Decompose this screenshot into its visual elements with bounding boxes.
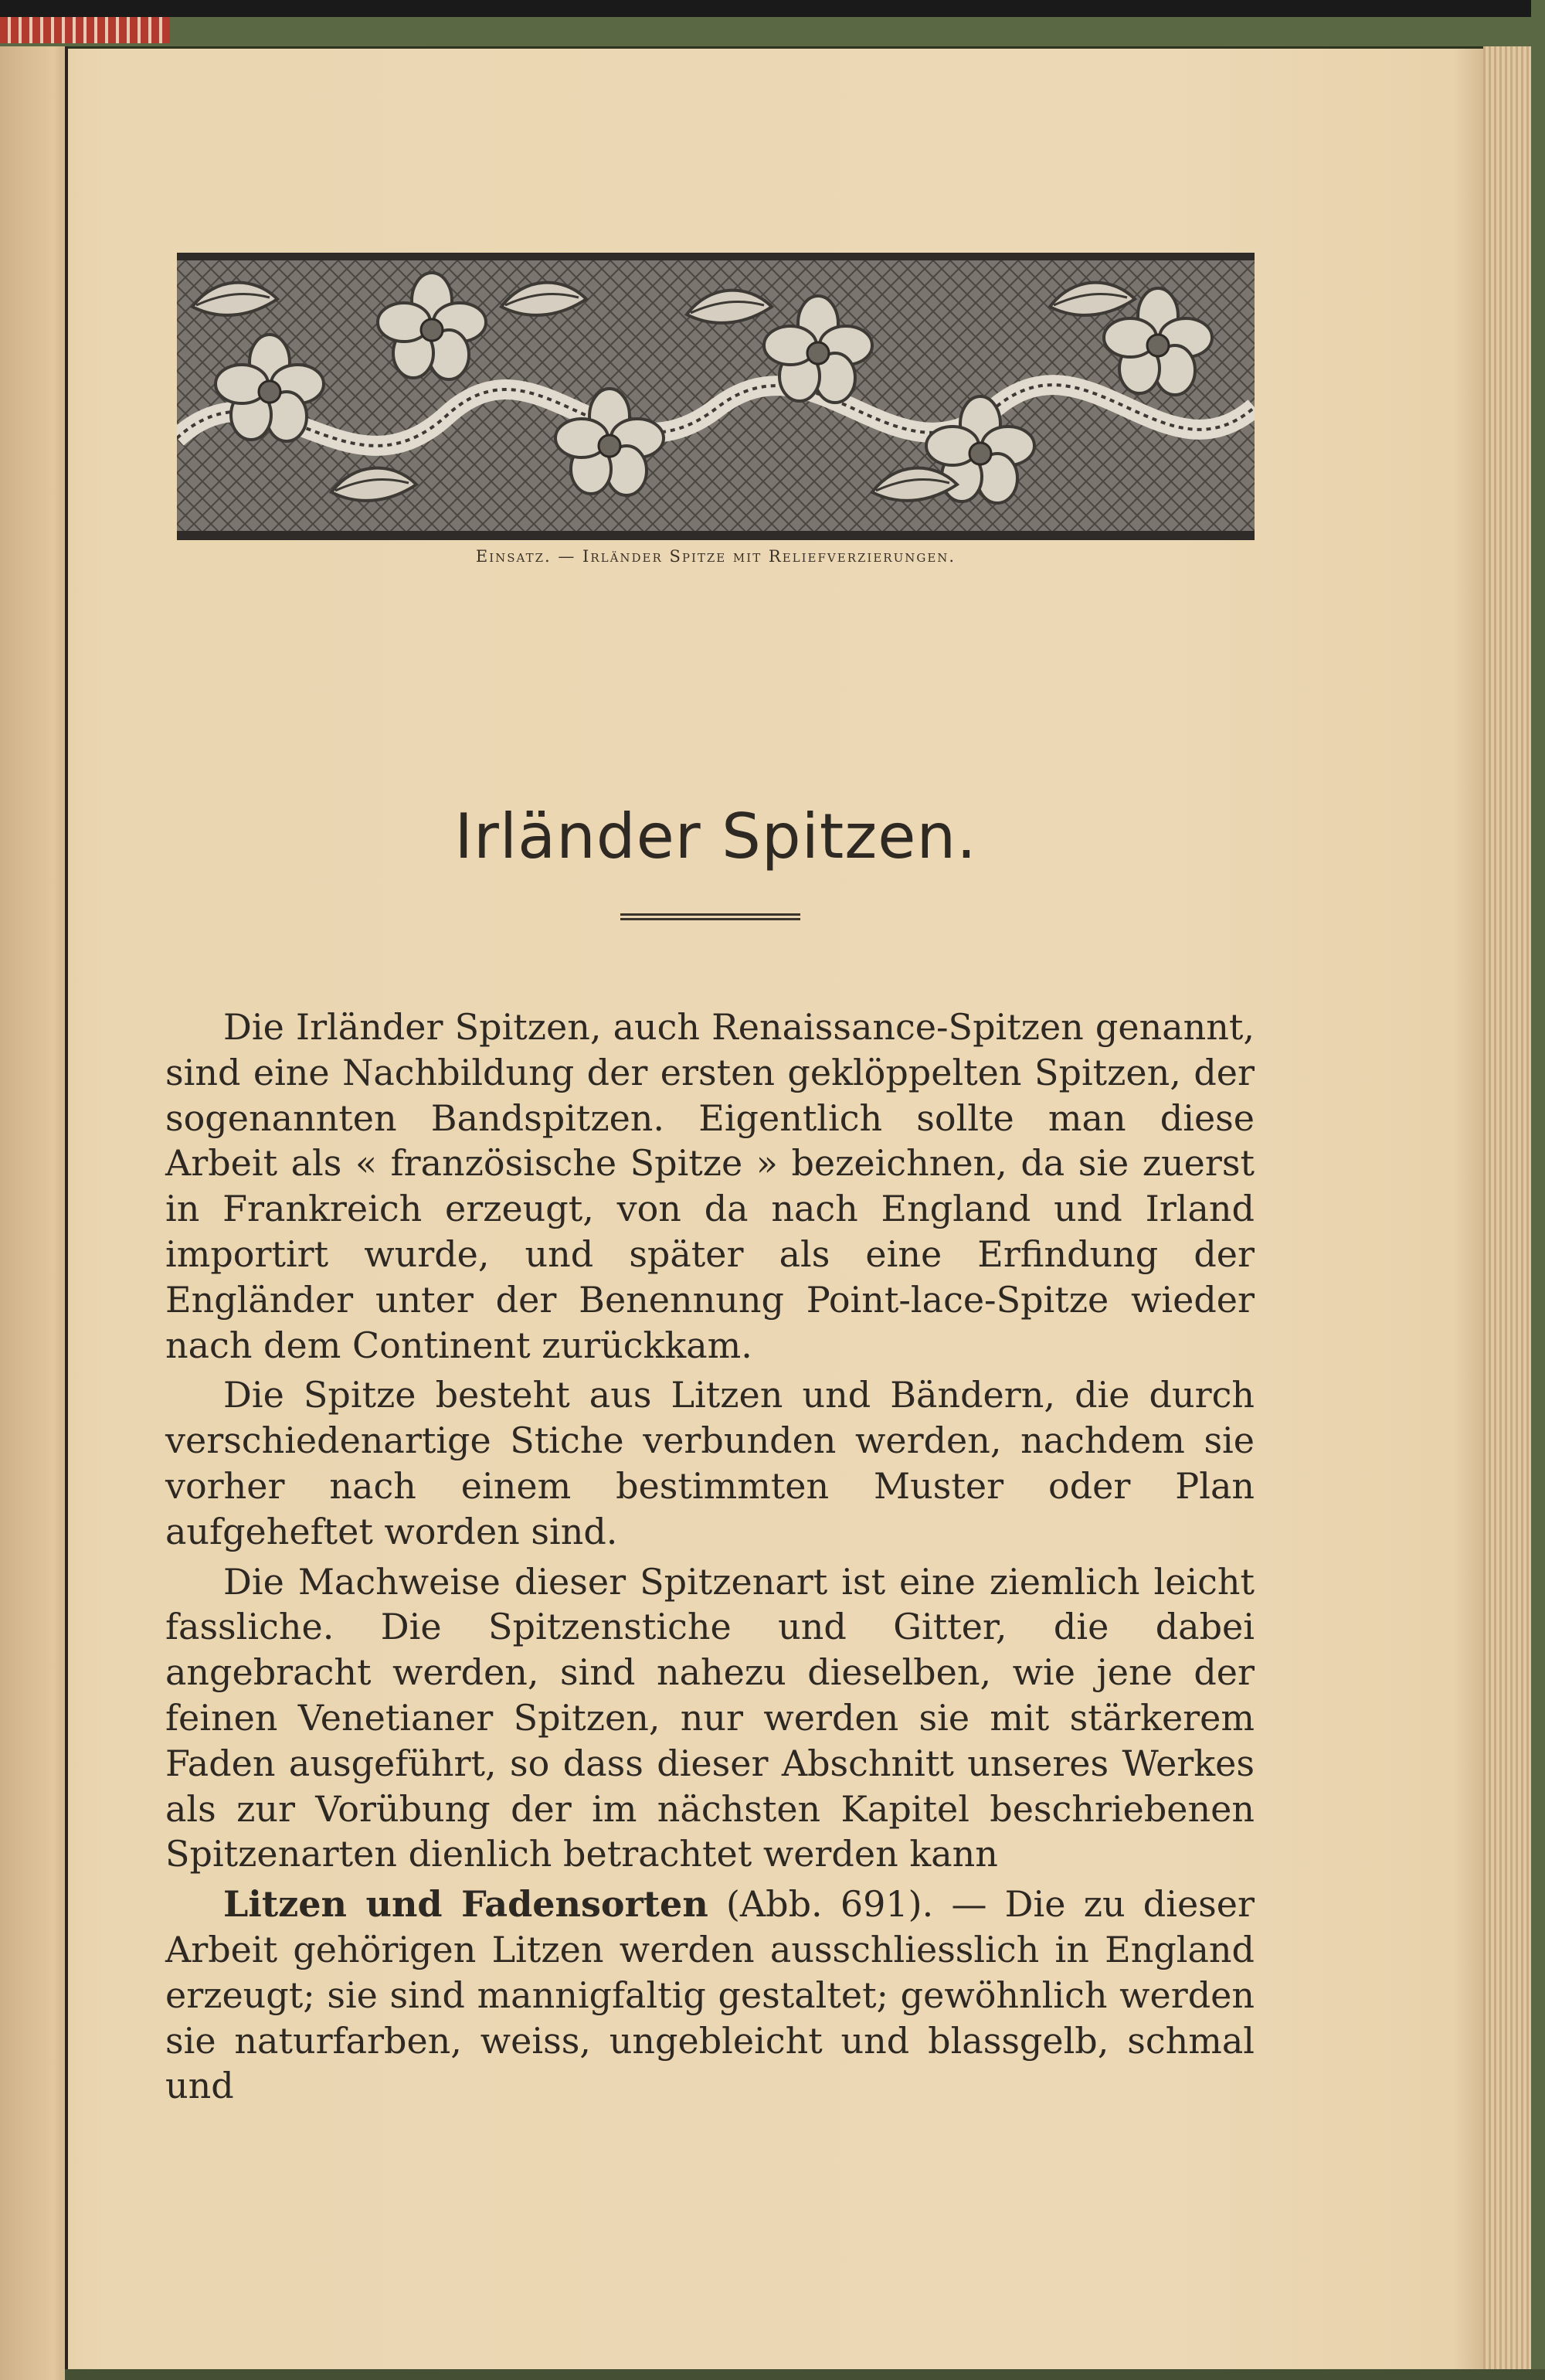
book-cover-right-edge xyxy=(1531,0,1545,2380)
figure-caption: Einsatz. — Irländer Spitze mit Reliefverzierungen. xyxy=(475,547,956,566)
paragraph-1: Die Irländer Spitzen, auch Renaissance-Spitzen genannt, sind eine Nachbildung der ersten geklöppelten Spitzen, der sogenannten Bandspitzen. Eigentlich sollte man diese Arbeit als « französische Spitze » bezeichnen, da sie zuerst in Frankreich erzeugt, von da nach England und Irland importirt wurde, und später als eine Erfindung der Engländer unter der Benennung Point-lace-Spitze wieder nach dem Continent zurückkam. xyxy=(165,1006,1255,1366)
chapter-body xyxy=(165,1005,1255,2109)
paragraph-4-text: (Abb. 691). — Die zu dieser Arbeit gehörigen Litzen werden ausschliesslich in England erzeugt; sie sind mannigfaltig gestaltet; gewöhnlich werden sie naturfarben, weiss, ungebleicht und blassgelb, schmal und xyxy=(165,1883,1255,2107)
title-double-rule xyxy=(620,913,800,920)
paragraph-3: Die Machweise dieser Spitzenart ist eine ziemlich leicht fassliche. Die Spitzenstiche und Gitter, die dabei angebracht werden, sind nahezu dieselben, wie jene der feinen Venetianer Spitzen, nur werden sie mit stärkerem Faden ausgeführt, so dass dieser Abschnitt unseres Werkes als zur Vorübung der im nächsten Kapitel beschriebenen Spitzenarten dienlich betrachtet werden kann xyxy=(165,1560,1255,1875)
paragraph-4 xyxy=(165,1882,1255,2109)
book-cover-bottom-edge xyxy=(65,2369,1545,2380)
lace-insertion-illustration xyxy=(177,253,1255,540)
lace-pattern-icon xyxy=(177,260,1255,531)
bookmark-ribbon xyxy=(0,17,170,43)
book-gutter xyxy=(0,46,68,2380)
chapter-title: Irländer Spitzen. xyxy=(454,800,977,872)
scan-top-border xyxy=(0,0,1545,17)
paragraph-2: Die Spitze besteht aus Litzen und Bändern, die durch verschiedenartige Stiche verbunden werden, nachdem sie vorher nach einem bestimmten Muster oder Plan aufgeheftet worden sind. xyxy=(165,1374,1255,1552)
book-cover-edge xyxy=(0,17,1545,49)
paragraph-heading: Litzen und Fadensorten xyxy=(223,1883,708,1926)
